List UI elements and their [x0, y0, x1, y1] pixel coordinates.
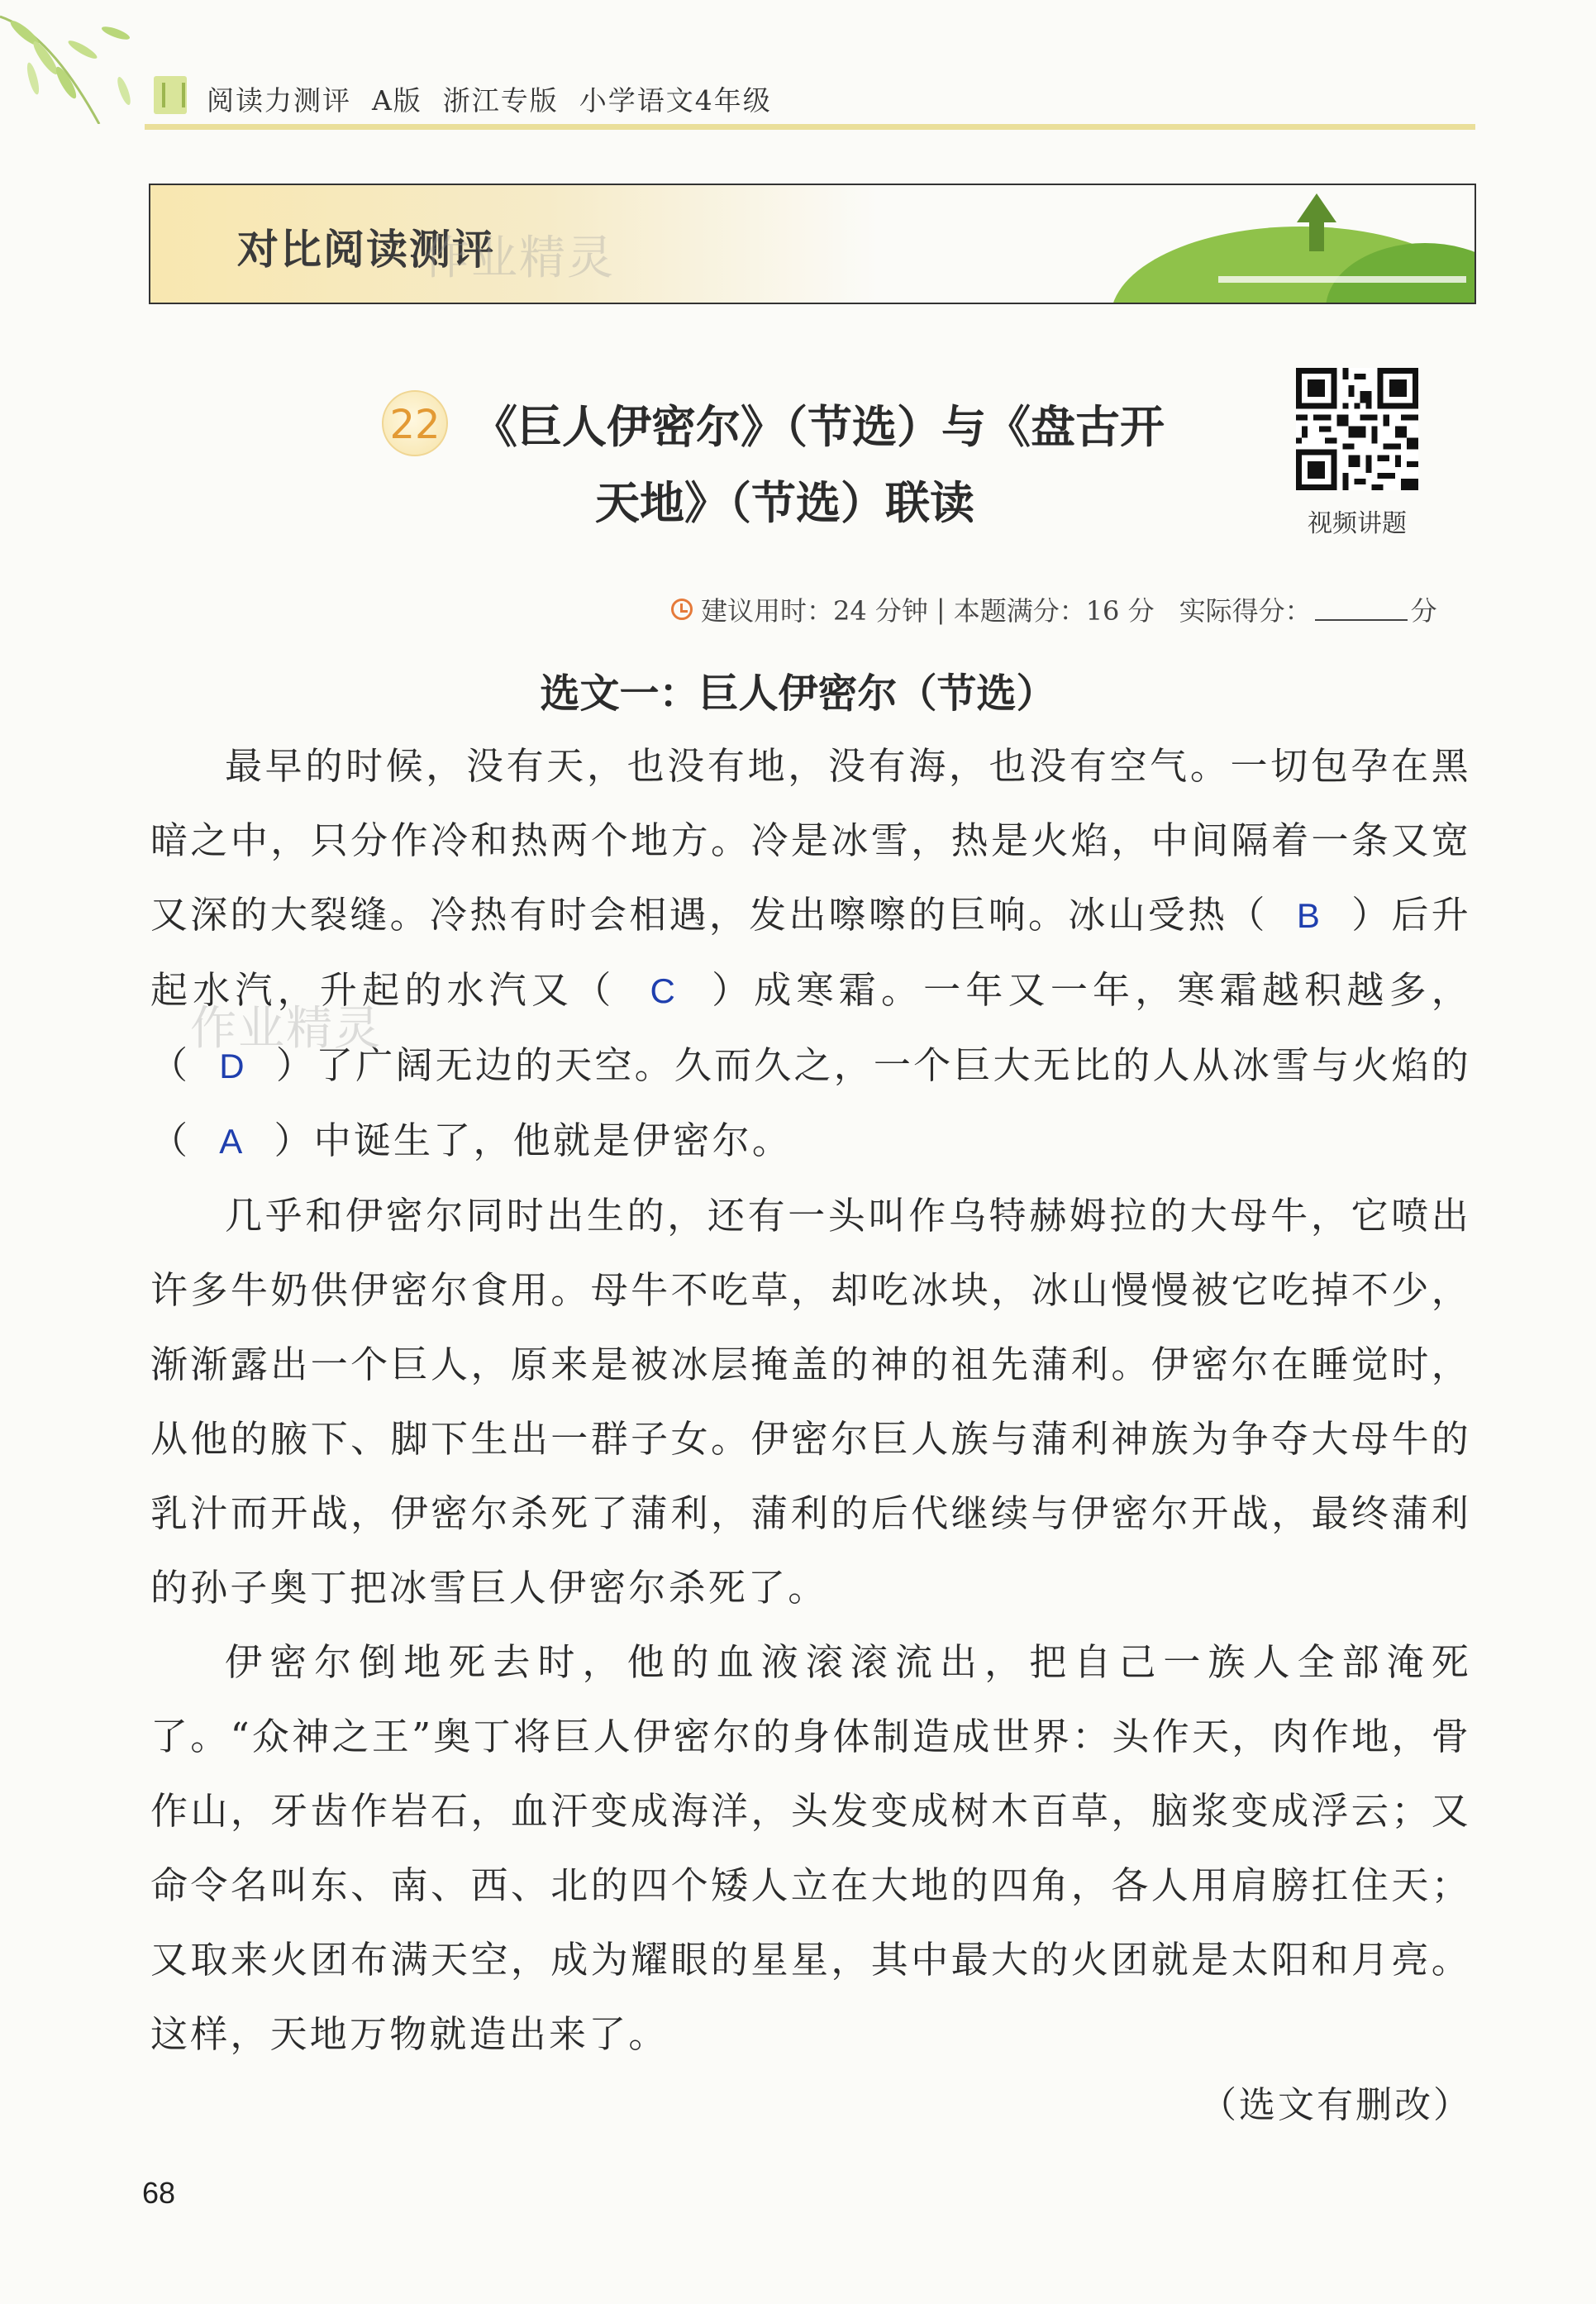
paragraph-3: 伊密尔倒地死去时，他的血液滚滚流出，把自己一族人全部淹死了。“众神之王”奥丁将巨人伊密尔的身体制造成世界：头作天，肉作地，骨作山，牙齿作岩石，血汗变成海洋，头发变成树木百草，脑浆变成浮云；又命令名叫东、南、西、北的四个矮人立在大地的四角，各人用肩膀扛住天；又取来火团布满天空，成为耀眼的星星，其中最大的火团就是太阳和月亮。这样，天地万物就造出来了。: [150, 1640, 1471, 2056]
section-banner: [149, 184, 1476, 304]
score-unit: 分: [1410, 595, 1437, 627]
source-note: （选文有删改）: [1200, 2084, 1472, 2126]
hill-pagoda-decoration: [1094, 185, 1475, 303]
suggested-time: 建议用时：24 分钟: [701, 595, 928, 627]
page-number: 68: [142, 2176, 176, 2210]
book-icon: [154, 76, 187, 114]
lesson-title-line-2: 天地》（节选）联读: [595, 477, 974, 529]
qr-label: 视频讲题: [1308, 509, 1407, 538]
paragraph-1-text-b: ）后升起水汽，升起的水汽又（: [150, 893, 1471, 1012]
answer-blank-3[interactable]: D: [219, 1047, 247, 1085]
clock-icon: [671, 599, 693, 620]
lesson-number-badge: [382, 390, 448, 456]
passage-heading: 选文一：巨人伊密尔（节选）: [540, 670, 1056, 717]
paragraph-1-text-a: 最早的时候，没有天，也没有地，没有海，也没有空气。一切包孕在黑暗之中，只分作冷和热两个地方。冷是冰雪，热是火焰，中间隔着一条又宽又深的大裂缝。冷热有时会相遇，发出嚓嚓的巨响。冰山受热（: [150, 744, 1471, 937]
actual-score-label: 实际得分：: [1179, 595, 1312, 627]
section-title: 对比阅读测评: [237, 226, 495, 274]
paragraph-1-text-c: ）成寒霜。一年又一年，寒霜越积越多，（: [150, 968, 1472, 1087]
running-header: 阅读力测评 A版 浙江专版 小学语文4年级: [207, 84, 772, 117]
info-separator: |: [936, 594, 946, 625]
test-info-line: [671, 590, 1437, 628]
paragraph-1-text-d: ）了广阔无边的天空。久而久之，一个巨大无比的人从冰雪与火焰的（: [150, 1043, 1472, 1162]
watermark-text: 作业精灵: [190, 1002, 382, 1056]
qr-code-icon[interactable]: [1296, 368, 1418, 490]
willow-leaves-decoration: [0, 0, 157, 124]
lesson-number: 22: [389, 402, 441, 448]
lesson-title-line-1: 《巨人伊密尔》（节选）与《盘古开: [473, 401, 1165, 453]
passage-body: [150, 729, 1471, 2072]
answer-blank-4[interactable]: A: [219, 1122, 245, 1161]
paragraph-2: 几乎和伊密尔同时出生的，还有一头叫作乌特赫姆拉的大母牛，它喷出许多牛奶供伊密尔食用。母牛不吃草，却吃冰块，冰山慢慢被它吃掉不少，渐渐露出一个巨人，原来是被冰层掩盖的神的祖先蒲利。伊密尔在睡觉时，从他的腋下、脚下生出一群子女。伊密尔巨人族与蒲利神族为争夺大母牛的乳汁而开战，伊密尔杀死了蒲利，蒲利的后代继续与伊密尔开战，最终蒲利的孙子奥丁把冰雪巨人伊密尔杀死了。: [150, 1194, 1471, 1610]
full-score: 本题满分：16 分: [953, 595, 1155, 627]
header-divider: [145, 124, 1475, 130]
answer-blank-1[interactable]: B: [1296, 896, 1323, 935]
answer-blank-2[interactable]: C: [650, 971, 679, 1010]
watermark-text: 作业精灵: [423, 231, 615, 285]
paragraph-1-text-e: ）中诞生了，他就是伊密尔。: [274, 1119, 793, 1162]
score-blank[interactable]: [1315, 598, 1408, 621]
paragraph-1: [150, 729, 1471, 1179]
